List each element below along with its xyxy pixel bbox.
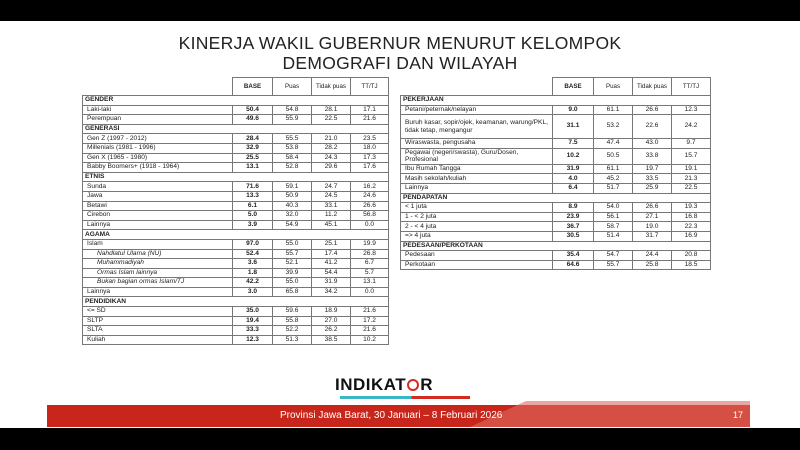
table-row — [83, 287, 389, 297]
cell-tidak-puas: 24.3 — [312, 153, 351, 163]
cell-tidak-puas: 24.5 — [312, 191, 351, 201]
cell-puas: 51.7 — [594, 183, 633, 193]
logo-text-end: R — [420, 375, 433, 394]
cell-tttj: 5.7 — [351, 268, 389, 278]
cell-base: 9.0 — [553, 105, 594, 115]
cell-tidak-puas: 33.8 — [633, 148, 672, 164]
row-label: Kuliah — [83, 335, 233, 345]
cell-base: 52.4 — [233, 249, 273, 259]
cell-base: 64.6 — [553, 260, 594, 270]
cell-tidak-puas: 22.6 — [633, 115, 672, 139]
cell-tttj: 21.6 — [351, 307, 389, 317]
slide — [0, 21, 800, 428]
table-row — [401, 183, 711, 193]
cell-puas: 50.9 — [273, 191, 312, 201]
row-label: Pedesaan — [401, 251, 553, 261]
cell-tidak-puas: 34.2 — [312, 287, 351, 297]
cell-puas: 52.8 — [273, 163, 312, 173]
row-label: SLTP — [83, 316, 233, 326]
cell-tidak-puas: 26.2 — [312, 326, 351, 336]
table-row — [83, 105, 389, 115]
logo-o-ring-icon — [407, 379, 419, 391]
table-row — [83, 143, 389, 153]
section-title: PENDAPATAN — [401, 193, 711, 203]
row-label: Betawi — [83, 201, 233, 211]
cell-puas: 55.0 — [273, 239, 312, 249]
cell-tidak-puas: 41.2 — [312, 259, 351, 269]
cell-tidak-puas: 19.7 — [633, 164, 672, 174]
section-title: PENDIDIKAN — [83, 297, 389, 307]
cell-puas: 47.4 — [594, 138, 633, 148]
cell-tidak-puas: 26.6 — [633, 105, 672, 115]
section-header-row — [83, 124, 389, 134]
cell-tidak-puas: 25.1 — [312, 239, 351, 249]
cell-tttj: 6.7 — [351, 259, 389, 269]
cell-tttj: 23.5 — [351, 134, 389, 144]
cell-base: 32.9 — [233, 143, 273, 153]
row-label: Islam — [83, 239, 233, 249]
cell-tttj: 22.3 — [672, 222, 711, 232]
cell-base: 35.4 — [553, 251, 594, 261]
cell-puas: 51.4 — [594, 231, 633, 241]
row-label: Ibu Rumah Tangga — [401, 164, 553, 174]
cell-tttj: 15.7 — [672, 148, 711, 164]
section-header-row — [401, 193, 711, 203]
header-puas: Puas — [273, 78, 312, 96]
row-label: 1 - < 2 juta — [401, 212, 553, 222]
section-title: ETNIS — [83, 172, 389, 182]
header-base: BASE — [553, 78, 594, 96]
cell-base: 13.3 — [233, 191, 273, 201]
table-row — [401, 260, 711, 270]
cell-base: 3.0 — [233, 287, 273, 297]
cell-base: 10.2 — [553, 148, 594, 164]
cell-tidak-puas: 22.5 — [312, 115, 351, 125]
cell-tttj: 17.2 — [351, 316, 389, 326]
cell-tidak-puas: 18.9 — [312, 307, 351, 317]
cell-tttj: 24.6 — [351, 191, 389, 201]
cell-tttj: 17.1 — [351, 105, 389, 115]
table-row — [83, 163, 389, 173]
cell-tidak-puas: 28.2 — [312, 143, 351, 153]
table-row — [83, 268, 389, 278]
row-label: Nahdlatul Ulama (NU) — [83, 249, 233, 259]
row-label: Millenials (1981 - 1996) — [83, 143, 233, 153]
section-header-row — [83, 230, 389, 240]
cell-puas: 55.5 — [273, 134, 312, 144]
table-row — [401, 115, 711, 139]
section-header-row — [401, 241, 711, 251]
table-row — [83, 220, 389, 230]
table-row — [83, 316, 389, 326]
table-row — [83, 307, 389, 317]
row-label: => 4 juta — [401, 231, 553, 241]
logo-text-start: INDIKAT — [335, 375, 407, 394]
section-title: PEDESAAN/PERKOTAAN — [401, 241, 711, 251]
table-row — [83, 326, 389, 336]
table-row — [401, 251, 711, 261]
cell-tidak-puas: 27.1 — [633, 212, 672, 222]
cell-puas: 56.1 — [594, 212, 633, 222]
cell-puas: 53.2 — [594, 115, 633, 139]
cell-puas: 55.9 — [273, 115, 312, 125]
cell-puas: 61.1 — [594, 164, 633, 174]
section-header-row — [401, 96, 711, 106]
cell-base: 30.5 — [553, 231, 594, 241]
table-row — [83, 153, 389, 163]
cell-tidak-puas: 38.5 — [312, 335, 351, 345]
cell-base: 31.1 — [553, 115, 594, 139]
cell-tttj: 12.3 — [672, 105, 711, 115]
section-header-row — [83, 96, 389, 106]
cell-puas: 32.0 — [273, 211, 312, 221]
cell-tttj: 21.6 — [351, 326, 389, 336]
cell-tttj: 26.6 — [351, 201, 389, 211]
section-header-row — [83, 297, 389, 307]
table-row — [401, 174, 711, 184]
table-row — [83, 134, 389, 144]
cell-puas: 55.7 — [594, 260, 633, 270]
header-blank — [401, 78, 553, 96]
cell-tttj: 19.3 — [672, 203, 711, 213]
cell-base: 12.3 — [233, 335, 273, 345]
cell-base: 1.8 — [233, 268, 273, 278]
row-label: <= SD — [83, 307, 233, 317]
cell-tidak-puas: 17.4 — [312, 249, 351, 259]
table-row — [401, 138, 711, 148]
cell-base: 25.5 — [233, 153, 273, 163]
row-label: Masih sekolah/kuliah — [401, 174, 553, 184]
cell-tidak-puas: 24.7 — [312, 182, 351, 192]
cell-base: 3.9 — [233, 220, 273, 230]
header-tttj: TT/TJ — [672, 78, 711, 96]
section-title: AGAMA — [83, 230, 389, 240]
cell-tidak-puas: 27.0 — [312, 316, 351, 326]
cell-puas: 52.1 — [273, 259, 312, 269]
row-label: Lainnya — [83, 220, 233, 230]
header-base: BASE — [233, 78, 273, 96]
cell-tidak-puas: 31.9 — [312, 278, 351, 288]
cell-tidak-puas: 54.4 — [312, 268, 351, 278]
table-row — [83, 259, 389, 269]
section-title: GENERASI — [83, 124, 389, 134]
cell-puas: 53.8 — [273, 143, 312, 153]
table-row — [83, 239, 389, 249]
table-row — [83, 182, 389, 192]
cell-tidak-puas: 25.8 — [633, 260, 672, 270]
cell-base: 71.6 — [233, 182, 273, 192]
cell-base: 33.3 — [233, 326, 273, 336]
table-row — [83, 249, 389, 259]
cell-tidak-puas: 31.7 — [633, 231, 672, 241]
cell-tidak-puas: 11.2 — [312, 211, 351, 221]
table-row — [83, 278, 389, 288]
cell-tttj: 17.3 — [351, 153, 389, 163]
row-label: SLTA — [83, 326, 233, 336]
indikator-logo — [335, 375, 433, 395]
cell-puas: 58.4 — [273, 153, 312, 163]
cell-tttj: 17.6 — [351, 163, 389, 173]
section-title: PEKERJAAN — [401, 96, 711, 106]
row-label: Jawa — [83, 191, 233, 201]
cell-base: 19.4 — [233, 316, 273, 326]
cell-base: 4.0 — [553, 174, 594, 184]
cell-puas: 58.7 — [594, 222, 633, 232]
row-label: Petani/peternak/nelayan — [401, 105, 553, 115]
table-row — [401, 148, 711, 164]
cell-tidak-puas: 33.1 — [312, 201, 351, 211]
row-label: Bukan bagian ormas Islam/TJ — [83, 278, 233, 288]
cell-base: 7.5 — [553, 138, 594, 148]
cell-base: 6.1 — [233, 201, 273, 211]
header-tidak-puas: Tidak puas — [312, 78, 351, 96]
row-label: 2 - < 4 juta — [401, 222, 553, 232]
table-row — [83, 191, 389, 201]
cell-puas: 52.2 — [273, 326, 312, 336]
section-title: GENDER — [83, 96, 389, 106]
table-row — [401, 203, 711, 213]
table-row — [401, 105, 711, 115]
row-label: Gen X (1965 - 1980) — [83, 153, 233, 163]
table-row — [83, 115, 389, 125]
table-header-row — [83, 78, 389, 96]
row-label: Laki-laki — [83, 105, 233, 115]
cell-tidak-puas: 43.0 — [633, 138, 672, 148]
row-label: Muhammadiyah — [83, 259, 233, 269]
row-label: Gen Z (1997 - 2012) — [83, 134, 233, 144]
right-demographic-table — [400, 77, 711, 270]
cell-puas: 54.9 — [273, 220, 312, 230]
cell-tttj: 0.0 — [351, 220, 389, 230]
row-label: Lainnya — [83, 287, 233, 297]
cell-puas: 51.3 — [273, 335, 312, 345]
cell-puas: 55.8 — [273, 316, 312, 326]
cell-base: 49.6 — [233, 115, 273, 125]
row-label: Perkotaan — [401, 260, 553, 270]
cell-base: 50.4 — [233, 105, 273, 115]
cell-tidak-puas: 19.0 — [633, 222, 672, 232]
page-number: 17 — [733, 410, 744, 420]
header-tidak-puas: Tidak puas — [633, 78, 672, 96]
cell-puas: 40.3 — [273, 201, 312, 211]
cell-tidak-puas: 21.0 — [312, 134, 351, 144]
cell-puas: 65.8 — [273, 287, 312, 297]
cell-tttj: 16.2 — [351, 182, 389, 192]
cell-tidak-puas: 26.6 — [633, 203, 672, 213]
cell-puas: 39.9 — [273, 268, 312, 278]
cell-puas: 54.7 — [594, 251, 633, 261]
cell-puas: 54.0 — [594, 203, 633, 213]
table-row — [401, 212, 711, 222]
title-line-2: DEMOGRAFI DAN WILAYAH — [282, 53, 518, 73]
cell-puas: 45.2 — [594, 174, 633, 184]
table-header-row — [401, 78, 711, 96]
cell-tttj: 10.2 — [351, 335, 389, 345]
cell-puas: 59.6 — [273, 307, 312, 317]
cell-tttj: 22.5 — [672, 183, 711, 193]
row-label: Wiraswasta, pengusaha — [401, 138, 553, 148]
row-label: Buruh kasar, sopir/ojek, keamanan, warung/PKL, tidak tetap, mengangur — [401, 115, 553, 139]
cell-base: 97.0 — [233, 239, 273, 249]
cell-tttj: 24.2 — [672, 115, 711, 139]
row-label: Ormas Islam lainnya — [83, 268, 233, 278]
header-blank — [83, 78, 233, 96]
cell-tidak-puas: 28.1 — [312, 105, 351, 115]
row-label: Pegawai (negeri/swasta), Guru/Dosen, Profesional — [401, 148, 553, 164]
cell-tidak-puas: 29.6 — [312, 163, 351, 173]
cell-tttj: 9.7 — [672, 138, 711, 148]
row-label: Perempuan — [83, 115, 233, 125]
cell-base: 35.0 — [233, 307, 273, 317]
cell-tttj: 19.9 — [351, 239, 389, 249]
cell-base: 36.7 — [553, 222, 594, 232]
cell-base: 28.4 — [233, 134, 273, 144]
cell-puas: 61.1 — [594, 105, 633, 115]
cell-puas: 55.7 — [273, 249, 312, 259]
cell-tidak-puas: 33.5 — [633, 174, 672, 184]
table-row — [83, 211, 389, 221]
logo-underline — [340, 396, 470, 399]
table-row — [401, 222, 711, 232]
cell-tidak-puas: 25.9 — [633, 183, 672, 193]
row-label: < 1 juta — [401, 203, 553, 213]
row-label: Cirebon — [83, 211, 233, 221]
cell-tttj: 0.0 — [351, 287, 389, 297]
cell-base: 5.0 — [233, 211, 273, 221]
cell-tttj: 26.8 — [351, 249, 389, 259]
cell-base: 3.6 — [233, 259, 273, 269]
cell-tttj: 13.1 — [351, 278, 389, 288]
cell-tidak-puas: 45.1 — [312, 220, 351, 230]
table-row — [83, 201, 389, 211]
row-label: Lainnya — [401, 183, 553, 193]
table-row — [401, 231, 711, 241]
cell-tttj: 18.5 — [672, 260, 711, 270]
cell-base: 42.2 — [233, 278, 273, 288]
cell-puas: 55.0 — [273, 278, 312, 288]
section-header-row — [83, 172, 389, 182]
cell-base: 8.9 — [553, 203, 594, 213]
cell-tidak-puas: 24.4 — [633, 251, 672, 261]
cell-puas: 59.1 — [273, 182, 312, 192]
cell-base: 13.1 — [233, 163, 273, 173]
footer-text: Provinsi Jawa Barat, 30 Januari – 8 Februari 2026 — [280, 410, 503, 421]
slide-title — [80, 33, 720, 73]
header-puas: Puas — [594, 78, 633, 96]
header-tttj: TT/TJ — [351, 78, 389, 96]
cell-tttj: 21.3 — [672, 174, 711, 184]
cell-tttj: 19.1 — [672, 164, 711, 174]
cell-tttj: 20.8 — [672, 251, 711, 261]
table-row — [83, 335, 389, 345]
cell-puas: 50.5 — [594, 148, 633, 164]
cell-tttj: 16.8 — [672, 212, 711, 222]
cell-tttj: 16.9 — [672, 231, 711, 241]
cell-base: 23.9 — [553, 212, 594, 222]
row-label: Babby Boomers+ (1918 - 1964) — [83, 163, 233, 173]
cell-tttj: 56.8 — [351, 211, 389, 221]
cell-base: 6.4 — [553, 183, 594, 193]
row-label: Sunda — [83, 182, 233, 192]
cell-puas: 54.8 — [273, 105, 312, 115]
cell-tttj: 21.6 — [351, 115, 389, 125]
title-line-1: KINERJA WAKIL GUBERNUR MENURUT KELOMPOK — [178, 33, 622, 53]
cell-tttj: 18.0 — [351, 143, 389, 153]
table-row — [401, 164, 711, 174]
left-demographic-table — [82, 77, 389, 345]
cell-base: 31.9 — [553, 164, 594, 174]
